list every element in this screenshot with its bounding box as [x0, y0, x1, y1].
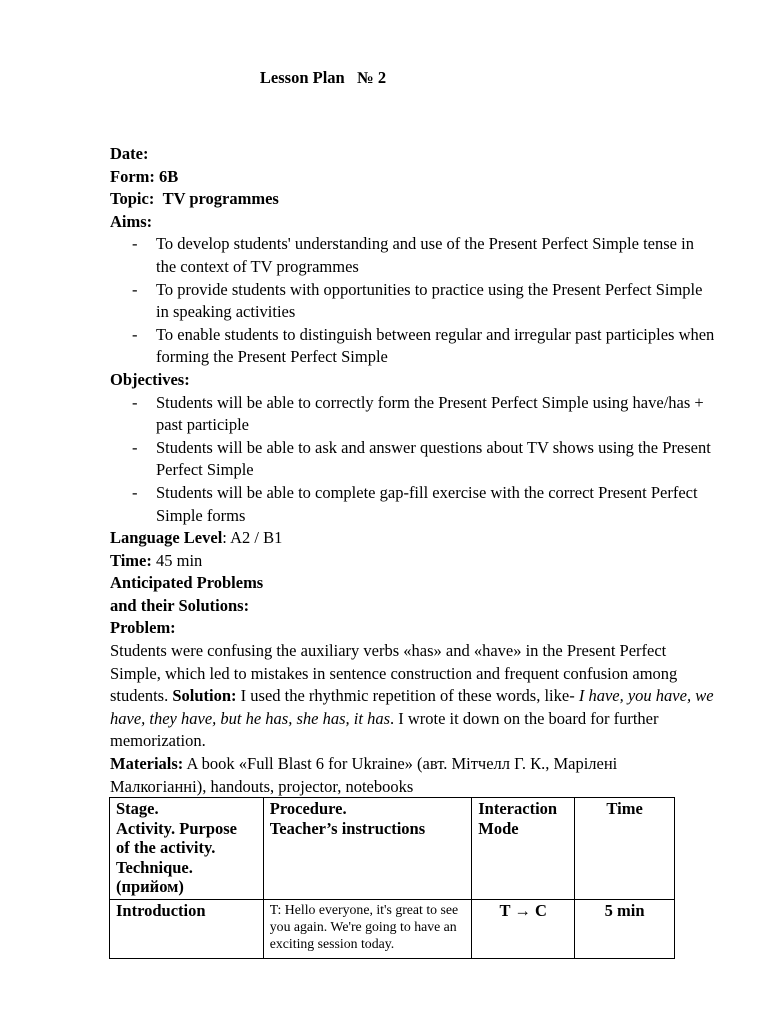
problem-heading — [110, 617, 715, 640]
objectives-item: - Students will be able to complete gap-fill exercise with the correct Present Perfect Simple forms — [132, 482, 698, 525]
materials-text: A book «Full Blast 6 for Ukraine» (авт. Мітчелл Г. К., Марілені Малкогіанні), handouts, projector, notebooks — [110, 754, 618, 796]
lesson-plan-table — [109, 797, 675, 959]
aims-item: - To develop students' understanding and use of the Present Perfect Simple tense in the context of TV programmes — [132, 234, 694, 276]
aims-item: - To provide students with opportunities to practice using the Present Perfect Simple in speaking activities — [132, 279, 703, 322]
aims-label: Aims: — [110, 211, 153, 231]
header-procedure: Procedure. Teacher’s instructions — [263, 798, 472, 900]
date-label: Date: — [110, 144, 149, 163]
row-time: 5 min — [575, 899, 675, 958]
header-stage: Stage. Activity. Purpose of the activity. Technique. (прийом) — [110, 798, 264, 900]
materials-label: Materials: — [110, 754, 184, 774]
table-row — [110, 899, 675, 958]
lesson-plan-body — [110, 143, 715, 798]
time-value: 45 min — [151, 550, 203, 570]
time-label: Time: — [110, 550, 152, 570]
materials-paragraph — [110, 753, 715, 798]
objectives-item: - Students will be able to correctly form the Present Perfect Simple using have/has + past participle — [132, 392, 704, 435]
row-stage: Introduction — [110, 899, 264, 958]
objectives-list — [110, 392, 715, 528]
objectives-heading — [110, 369, 715, 392]
language-level-line — [110, 527, 715, 550]
language-level-label: Language Level — [110, 528, 223, 548]
anticipated-heading-2: and their Solutions: — [110, 595, 250, 615]
aims-heading — [110, 211, 715, 234]
aims-item: - To enable students to distinguish between regular and irregular past participles when forming the Present Perfect Simple — [132, 324, 715, 367]
table-header-row — [110, 798, 675, 900]
objectives-label: Objectives: — [110, 369, 190, 389]
header-interaction: Interaction Mode — [472, 798, 575, 900]
aims-list — [110, 233, 715, 369]
problem-label: Problem: — [110, 618, 176, 638]
topic-label: Topic: — [110, 189, 155, 209]
solution-examples: I have, you have, we have, they have, but he has, she has, it has — [110, 686, 714, 728]
topic-line — [110, 188, 715, 211]
header-time: Time — [575, 798, 675, 900]
language-level-value: : A2 / B1 — [222, 528, 283, 548]
solution-after: . I wrote it down on the board for further memorization. — [110, 708, 659, 751]
date-line — [110, 143, 715, 166]
form-line — [110, 166, 715, 189]
objectives-item: - Students will be able to ask and answer questions about TV shows using the Present Perfect Simple — [132, 437, 711, 480]
solution-label: Solution: — [172, 686, 237, 706]
anticipated-heading-1: Anticipated Problems — [110, 573, 264, 593]
time-line — [110, 550, 715, 573]
problem-paragraph — [110, 640, 715, 753]
problem-text: Students were confusing the auxiliary verbs «has» and «have» in the Present Perfect Simple, which led to mistakes in sentence construction and frequent confusion among students. — [110, 641, 678, 706]
topic-value: TV programmes — [162, 189, 279, 209]
page-title: Lesson Plan № 2 — [259, 68, 387, 87]
row-interaction: T → C — [472, 899, 575, 958]
form-label: Form: — [110, 166, 155, 186]
form-value: 6B — [159, 166, 179, 186]
solution-text: I used the rhythmic repetition of these words, like- — [236, 686, 579, 706]
row-procedure: T: Hello everyone, it's great to see you again. We're going to have an exciting session today. — [263, 899, 472, 958]
